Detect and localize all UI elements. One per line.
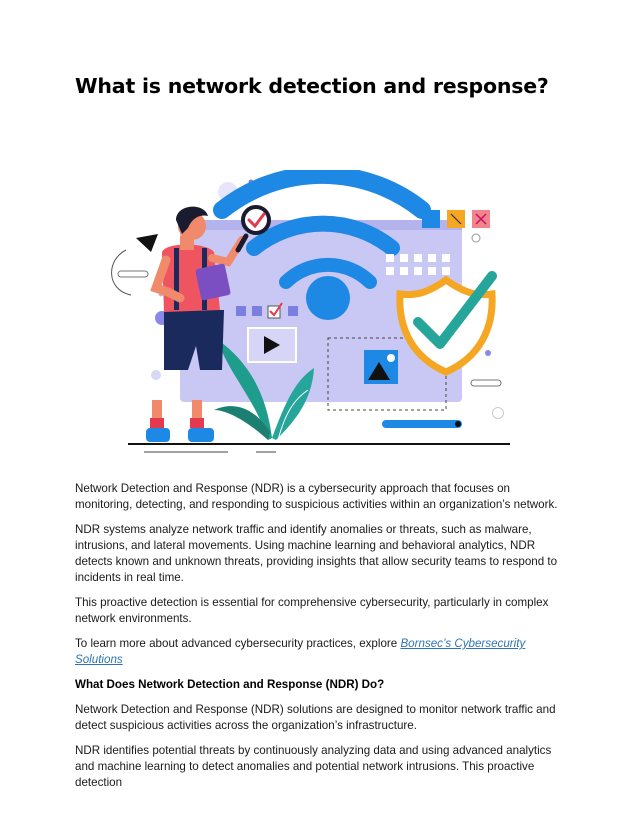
decor-dot — [151, 370, 161, 380]
decor-pill — [118, 271, 148, 277]
decor-dot — [485, 350, 491, 356]
page-title: What is network detection and response? — [75, 74, 549, 98]
decor-ring — [472, 234, 480, 242]
section-heading: What Does Network Detection and Response (NDR) Do? — [75, 678, 385, 691]
arrow-cursor-icon — [136, 234, 158, 252]
paragraph-text: To learn more about advanced cybersecurity practices, explore — [75, 637, 398, 650]
paragraph: Network Detection and Response (NDR) solutions are designed to monitor network traffic and detect suspicious activities across the organization’s infrastructure. — [75, 703, 556, 732]
decor-ring — [493, 408, 504, 419]
progress-pill — [382, 420, 462, 428]
window-button — [422, 210, 440, 228]
paragraph: NDR identifies potential threats by continuously analyzing data and using advanced analytics and machine learning to detect anomalies and potential network intrusions. This proactive detection — [75, 744, 552, 789]
paragraph-with-link — [75, 636, 563, 668]
paragraph: NDR systems analyze network traffic and identify anomalies or threats, such as malware, intrusions, and lateral movements. Using machine learning and behavioral analytics, NDR detects known and unknown threats, providing insights that allow security teams to respond to incidents in real time. — [75, 523, 558, 584]
article-body — [75, 481, 563, 800]
paragraph: Network Detection and Response (NDR) is a cybersecurity approach that focuses on monitoring, detecting, and responding to suspicious activities within an organization’s network. — [75, 482, 558, 511]
decor-pill — [471, 380, 501, 386]
paragraph: This proactive detection is essential for comprehensive cybersecurity, particularly in complex network environments. — [75, 596, 549, 625]
ndr-illustration — [96, 170, 516, 460]
bornsec-solutions-link[interactable]: Bornsec’s Cybersecurity Solutions — [75, 637, 526, 666]
